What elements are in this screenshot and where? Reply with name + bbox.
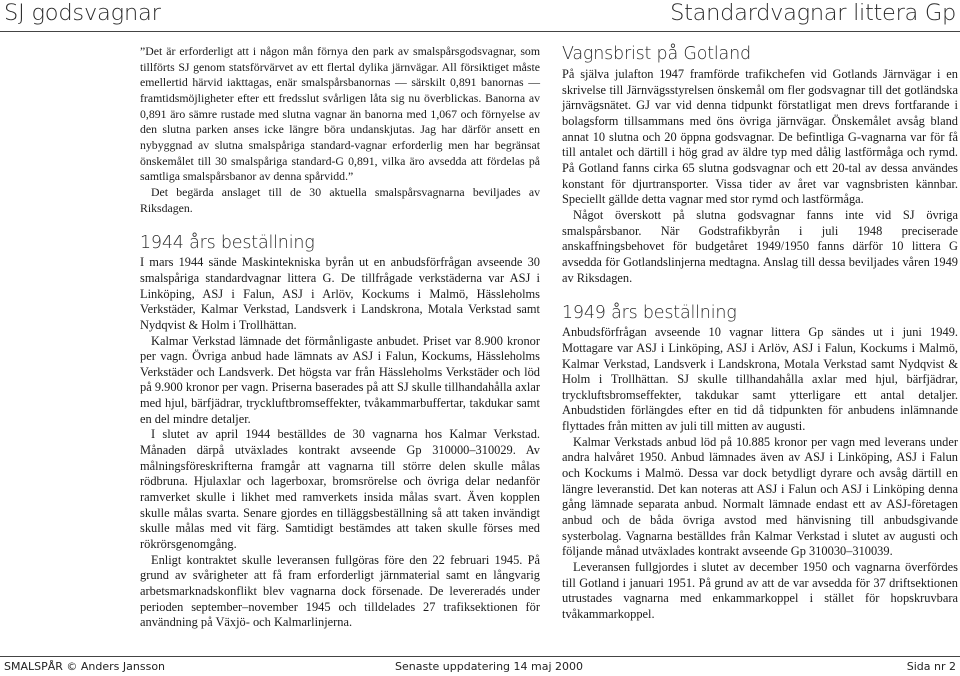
footer-copyright: SMALSPÅR © Anders Jansson bbox=[4, 660, 166, 673]
footer-updated: Senaste uppdatering 14 maj 2000 bbox=[395, 660, 584, 673]
body-paragraph: Kalmar Verkstad lämnade det förmånligaste anbudet. Priset var 8.900 kronor per vagn. Övriga anbud hade lämnats av ASJ i Falun, Kockums, Hässleholms Verkstäder och Landsverk. Det högsta var från Hässleholms Verkstäder och löd på 9.900 kronor per vagn. Priserna baserades på att SJ skulle tillhandahålla axlar med hjul, bärfjädrar, tryckluftbromseffekter, tvåkammarbuffertar, takdukar samt en del mindre detaljer. bbox=[140, 333, 540, 426]
right-column bbox=[562, 44, 958, 623]
body-paragraph: Enligt kontraktet skulle leveransen fullgöras före den 22 februari 1945. På grund av svårigheter att få fram erforderligt järnmaterial samt en långvarig arbetsmarknadskonflikt blev vagnarna dock försenade. De levereradés under perioden september–november 1945 och tilldelades 27 trafiksektionen för användning på Växjö- och Kalmarlinjerna. bbox=[140, 552, 540, 630]
header-left-title: SJ godsvagnar bbox=[4, 0, 161, 26]
quote-block bbox=[140, 44, 540, 216]
body-paragraph: På själva julafton 1947 framförde trafikchefen vid Gotlands Järnvägar i en skrivelse till Järnvägsstyrelsen önskemål om fler godsvagnar till det gotländska järnvägsnätet. GJ var vid denna tidpunkt förstatligat men drevs fortfarande i bolagsform tillsammans med öns övriga järnvägar. Önskemålet avsåg bland annat 10 slutna och 20 öppna godsvagnar. De befintliga G-vagnarna var för få till antalet och därtill i hög grad av äldre typ med dålig lastförmåga och rymd. På Gotland fanns cirka 65 slutna godsvagnar och ett 20-tal av dessa användes konstant för djurtransporter. Vissa tider av året var vagnsbristen kännbar. Speciellt gällde detta vagnar med stor rymd och lastförmåga. bbox=[562, 67, 958, 207]
body-paragraph: I mars 1944 sände Maskintekniska byrån ut en anbudsförfrågan avseende 30 smalspåriga standardvagnar littera G. De tillfrågade verkstäderna var ASJ i Linköping, ASJ i Falun, ASJ i Arlöv, Kockums i Malmö, Hässleholms Verkstäder, Kalmar Verkstad, Landsverk i Landskrona, Motala Verkstad samt Nydqvist & Holm i Trollhättan. bbox=[140, 255, 540, 332]
body-paragraph: Leveransen fullgjordes i slutet av december 1950 och vagnarna överfördes till Gotland i januari 1951. På grund av att de var avsedda för 37 driftsektionen utrustades vagnarna med enkammarkoppel i stället för hopskruvbara tvåkammarkoppel. bbox=[562, 560, 958, 621]
quote-paragraph: ”Det är erforderligt att i någon mån förnya den park av smalspårsgodsvagnar, som tillförts SJ genom statsförvärvet av ett flertal dylika järnvägar. All försiktiget måste emellertid härvid iakttagas, enär smalspårsbanornas — särskilt 0,891 banornas — framtidsmöjligheter efter ett fredsslut svårligen låta sig nu överblickas. Banorna av 0,891 äro sämre rustade med slutna vagnar än banorna med 1,067 och förnyelse av den slutna parken anses icke längre böra undanskjutas. Jag har därför ansett en nybyggnad av slutna smalspåriga standard-vagnar erforderlig men har begränsat önskemålet till 30 smalspåriga standard-G 0,891, vilka äro avsedda att fördelas på samtliga smalspårsbanor av denna spårvidd.” bbox=[140, 44, 540, 184]
quote-paragraph: Det begärda anslaget till de 30 aktuella smalspårsvagnarna beviljades av Riksdagen. bbox=[140, 184, 540, 215]
page-header bbox=[0, 0, 960, 30]
section-heading-vagnsbrist: Vagnsbrist på Gotland bbox=[562, 44, 751, 64]
left-column bbox=[140, 44, 540, 631]
body-paragraph: Kalmar Verkstads anbud löd på 10.885 kronor per vagn med leverans under andra halvåret 1950. Anbud lämnades även av ASJ i Linköping, ASJ i Falun och Kockums i Malmö. Dessa var dock betydligt dyrare och avsåg därtill en längre leveranstid. Det kan noteras att ASJ i Falun och ASJ i Linköping denna gång lämnade separata anbud. Normalt lämnade endast ett av ASJ-företagen anbud och de båda övriga avstod med hänvisning till anbudsgivande systerbolag. Vagnarna beställdes från Kalmar Verkstad i slutet av augusti och följande månad utväxlades kontrakt avseende Gp 310030–310039. bbox=[562, 434, 958, 559]
footer-page-number: Sida nr 2 bbox=[906, 660, 956, 673]
footer-rule bbox=[0, 656, 960, 657]
header-right-title: Standardvagnar littera Gp bbox=[670, 0, 956, 26]
body-paragraph: I slutet av april 1944 beställdes de 30 vagnarna hos Kalmar Verkstad. Månaden därpå utväxlades kontrakt avseende Gp 310000–310029. Av målningsföreskrifterna framgår att vagnarna till större delen skulle målas rödbruna. Hjulaxlar och lagerboxar, bromsrörelse och övriga delar nedanför ramverket skulle i likhet med ramverkets insida målas svart. Även kopplen skulle målas svarta. Senare gjordes en tilläggsbeställning så att taken invändigt skulle målas med vit färg. Samtidigt bestämdes att taken skulle förses med rökrörsgenomgång. bbox=[140, 427, 540, 552]
header-rule bbox=[0, 31, 960, 32]
page-footer bbox=[0, 660, 960, 676]
section-heading-1949: 1949 års beställning bbox=[562, 303, 737, 324]
section-heading-1944: 1944 års beställning bbox=[140, 233, 315, 254]
body-paragraph: Anbudsförfrågan avseende 10 vagnar littera Gp sändes ut i juni 1949. Mottagare var ASJ i Linköping, ASJ i Arlöv, ASJ i Falun, Kockums i Malmö, Kalmar Verkstad, Landsverk i Landskrona, Motala Verkstad samt Nydqvist & Holm i Trollhättan. SJ skulle tillhandahålla axlar med hjul, bärfjädrar, tryckluftsbromseffekter, takdukar samt ytterligare ett antal detaljer. Anbudstiden förlängdes efter en tid då tidpunkten för anbudens inlämnande flyttades från mitten av juli till mitten av augusti. bbox=[562, 325, 958, 434]
body-paragraph: Något överskott på slutna godsvagnar fanns inte vid SJ övriga smalspårsbanor. När Godstrafikbyrån i juli 1948 preciserade anskaffningsbehovet för budgetåret 1949/1950 fanns därför 10 littera G avsedda för Gotlandslinjerna medtagna. Anslag till dessa beviljades våren 1949 av Riksdagen. bbox=[562, 207, 958, 285]
